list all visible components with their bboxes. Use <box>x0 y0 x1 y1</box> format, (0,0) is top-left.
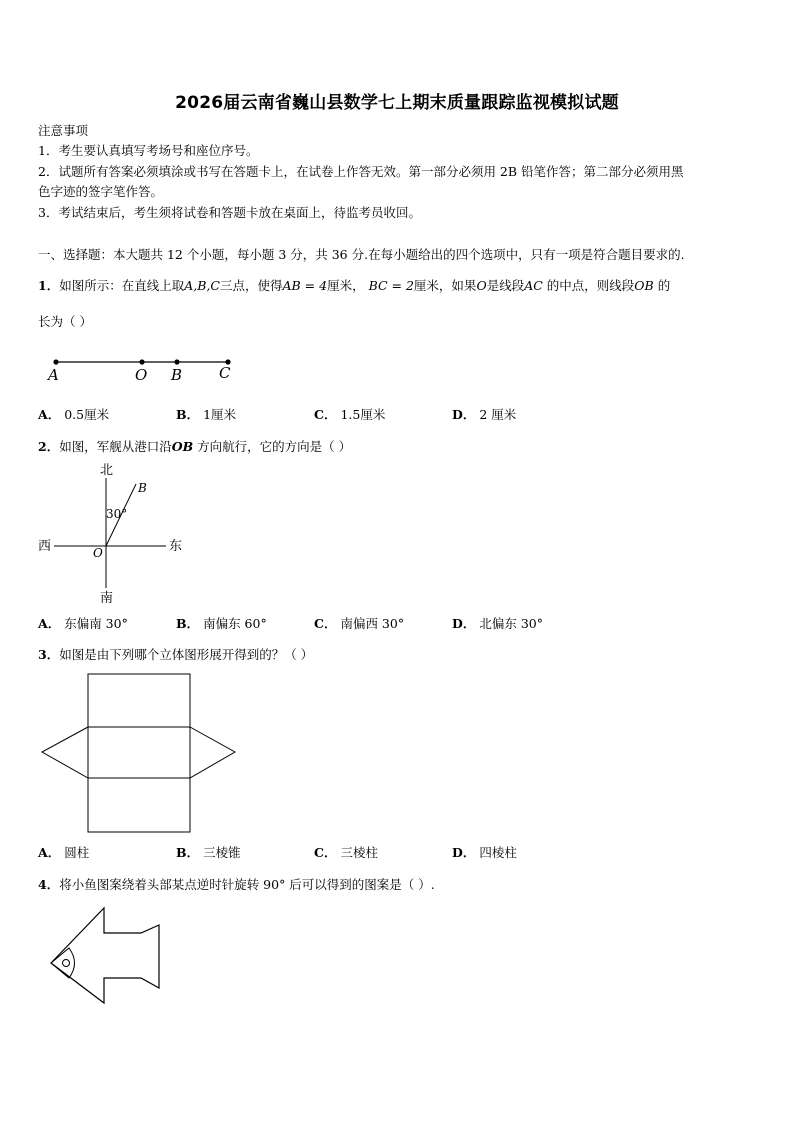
option-letter: B． <box>176 845 200 860</box>
q3-text: 如图是由下列哪个立体图形展开得到的？（ ） <box>59 647 314 662</box>
question-number: 1． <box>38 278 60 293</box>
net-right-triangle <box>190 727 235 778</box>
fish-body <box>51 908 159 1003</box>
option-text: 1.5厘米 <box>340 407 386 422</box>
page-title: 2026届云南省巍山县数学七上期末质量跟踪监视模拟试题 <box>175 93 619 113</box>
question-number: 3． <box>38 647 60 662</box>
option-d[interactable] <box>452 843 517 861</box>
question-number: 2． <box>38 439 60 454</box>
option-text: 东偏南 30° <box>64 616 128 631</box>
notice-item: 2．试题所有答案必须填涂或书写在答题卡上，在试卷上作答无效。第一部分必须用 2B 铅笔作答；第二部分必须用黑 <box>38 164 684 179</box>
prism-net-figure <box>38 670 242 836</box>
net-left-triangle <box>42 727 88 778</box>
point-a <box>53 359 58 364</box>
q1-o: O <box>476 278 487 293</box>
option-letter: B． <box>176 616 200 631</box>
option-text: 0.5厘米 <box>64 407 110 422</box>
label-west: 西 <box>38 539 52 554</box>
option-text: 四棱柱 <box>479 845 517 860</box>
option-letter: B． <box>176 407 200 422</box>
q4-text: 将小鱼图案绕着头部某点逆时针旋转 90° 后可以得到的图案是（ ）. <box>59 877 435 892</box>
q1-text-c: 厘米， <box>327 278 365 293</box>
option-text: 北偏东 30° <box>479 616 543 631</box>
q2-text-b: 方向航行，它的方向是（ ） <box>197 439 352 454</box>
option-a[interactable] <box>38 843 89 861</box>
q1-text-f: 的中点，则线段 <box>546 278 635 293</box>
q1-ob: OB <box>634 278 654 293</box>
option-text: 南偏东 60° <box>203 616 267 631</box>
option-text: 三棱柱 <box>340 845 378 860</box>
angle-label: 30° <box>106 507 128 521</box>
compass-figure <box>36 460 196 608</box>
question-1-line2: 长为（ ） <box>38 314 92 329</box>
label-o: O <box>93 546 103 560</box>
question-1-text <box>38 276 670 294</box>
q1-text-d: 厘米，如果 <box>413 278 477 293</box>
label-o: O <box>135 366 148 384</box>
q1-eq-bc: BC = 2 <box>368 278 414 293</box>
notice-heading: 注意事项 <box>38 123 89 138</box>
option-text: 1厘米 <box>203 407 237 422</box>
fish-figure <box>46 900 166 1020</box>
option-c[interactable] <box>314 614 404 632</box>
option-b[interactable] <box>176 405 236 423</box>
option-letter: A． <box>38 407 61 422</box>
question-2-text <box>38 437 351 455</box>
q1-points: A,B,C <box>184 278 220 293</box>
q1-text-a: 如图所示：在直线上取 <box>59 278 185 293</box>
option-letter: D． <box>452 616 476 631</box>
net-rectangle <box>88 674 190 832</box>
option-letter: C． <box>314 616 337 631</box>
label-c: C <box>219 364 231 382</box>
notice-item: 3．考试结束后，考生须将试卷和答题卡放在桌面上，待监考员收回。 <box>38 205 421 220</box>
q2-text-a: 如图，军舰从港口沿 <box>59 439 172 454</box>
fish-eye <box>63 960 70 967</box>
q1-ac: AC <box>524 278 543 293</box>
label-b: B <box>138 481 147 495</box>
option-text: 三棱锥 <box>203 845 241 860</box>
question-number: 4． <box>38 877 60 892</box>
label-east: 东 <box>169 539 183 554</box>
question-4-text <box>38 875 435 893</box>
notice-item: 1．考生要认真填写考场号和座位序号。 <box>38 143 259 158</box>
label-a: A <box>48 366 59 384</box>
option-text: 南偏西 30° <box>340 616 405 631</box>
option-b[interactable] <box>176 843 241 861</box>
option-d[interactable] <box>452 614 543 632</box>
option-letter: C． <box>314 845 337 860</box>
point-b <box>174 359 179 364</box>
q2-ob: OB <box>171 439 194 454</box>
label-b: B <box>171 366 183 384</box>
label-south: 南 <box>100 591 114 606</box>
question-3-text <box>38 645 313 663</box>
option-d[interactable] <box>452 405 516 423</box>
label-north: 北 <box>100 463 114 478</box>
q1-text-e: 是线段 <box>486 278 525 293</box>
option-text: 圆柱 <box>64 845 90 860</box>
section-heading: 一、选择题：本大题共 12 个小题，每小题 3 分，共 36 分.在每小题给出的四个选项中，只有一项是符合题目要求的. <box>38 247 685 262</box>
q1-text-b: 三点，使得 <box>219 278 283 293</box>
option-a[interactable] <box>38 614 128 632</box>
option-letter: D． <box>452 407 476 422</box>
option-letter: A． <box>38 616 61 631</box>
option-b[interactable] <box>176 614 267 632</box>
option-letter: D． <box>452 845 476 860</box>
q1-text-g: 的 <box>657 278 671 293</box>
option-text: 2 厘米 <box>479 407 517 422</box>
notice-item: 色字迹的签字笔作答。 <box>38 184 164 199</box>
option-letter: C． <box>314 407 337 422</box>
option-c[interactable] <box>314 843 378 861</box>
option-letter: A． <box>38 845 61 860</box>
segment-figure <box>40 350 250 386</box>
option-c[interactable] <box>314 405 385 423</box>
q1-eq-ab: AB = 4 <box>282 278 328 293</box>
point-o <box>139 359 144 364</box>
option-a[interactable] <box>38 405 109 423</box>
